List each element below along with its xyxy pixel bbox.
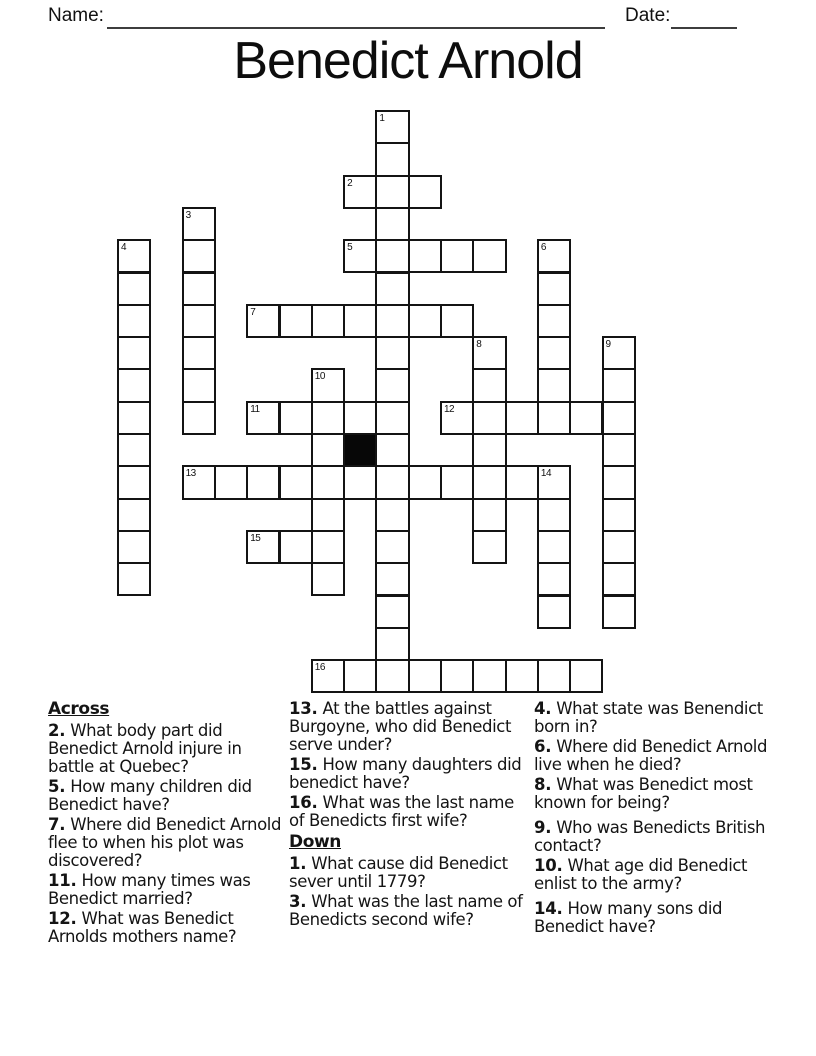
grid-cell[interactable] <box>472 401 506 435</box>
grid-cell[interactable] <box>182 465 216 499</box>
cell-number-3: 3 <box>185 209 191 221</box>
grid-cell[interactable] <box>375 433 409 467</box>
grid-cell[interactable] <box>343 175 377 209</box>
grid-cell[interactable] <box>375 336 409 370</box>
clues-down-heading: Down <box>289 832 341 852</box>
grid-cell[interactable] <box>375 110 409 144</box>
grid-cell[interactable] <box>537 465 571 499</box>
clue-7: 7. Where did Benedict Arnold flee to when his plot was discovered? <box>48 815 282 870</box>
grid-cell[interactable] <box>279 304 313 338</box>
grid-cell[interactable] <box>408 465 442 499</box>
grid-cell[interactable] <box>537 659 571 693</box>
grid-cell[interactable] <box>472 239 506 273</box>
grid-cell[interactable] <box>472 336 506 370</box>
grid-cell[interactable] <box>117 368 151 402</box>
grid-cell[interactable] <box>182 272 216 306</box>
grid-cell[interactable] <box>440 239 474 273</box>
grid-cell[interactable] <box>182 368 216 402</box>
clue-number: 2. <box>48 721 66 740</box>
clue-number: 8. <box>534 775 552 794</box>
cell-number-15: 15 <box>250 532 261 544</box>
grid-cell[interactable] <box>311 465 345 499</box>
grid-cell[interactable] <box>246 530 280 564</box>
grid-cell[interactable] <box>537 562 571 596</box>
grid-cell[interactable] <box>311 659 345 693</box>
grid-cell[interactable] <box>569 659 603 693</box>
grid-cell[interactable] <box>246 465 280 499</box>
name-label: Name: <box>48 5 104 26</box>
grid-cell[interactable] <box>537 401 571 435</box>
grid-cell[interactable] <box>375 142 409 176</box>
clue-number: 14. <box>534 899 563 918</box>
grid-cell[interactable] <box>311 368 345 402</box>
grid-cell[interactable] <box>440 465 474 499</box>
clue-number: 13. <box>289 699 318 718</box>
page-title: Benedict Arnold <box>233 32 583 90</box>
grid-cell[interactable] <box>505 401 539 435</box>
grid-cell[interactable] <box>440 401 474 435</box>
grid-cell[interactable] <box>182 336 216 370</box>
date-label: Date: <box>625 5 671 26</box>
grid-cell[interactable] <box>408 175 442 209</box>
clue-number: 12. <box>48 909 77 928</box>
clue-16: 16. What was the last name of Benedicts first wife? <box>289 793 514 830</box>
grid-cell[interactable] <box>602 368 636 402</box>
grid-cell[interactable] <box>311 562 345 596</box>
cell-number-16: 16 <box>314 662 325 674</box>
grid-cell[interactable] <box>602 562 636 596</box>
grid-cell[interactable] <box>117 239 151 273</box>
grid-cell[interactable] <box>343 659 377 693</box>
grid-cell[interactable] <box>375 175 409 209</box>
grid-cell[interactable] <box>343 401 377 435</box>
cell-number-13: 13 <box>185 468 196 480</box>
clue-12: 12. What was Benedict Arnolds mothers name? <box>48 909 237 946</box>
grid-cell[interactable] <box>117 401 151 435</box>
grid-cell[interactable] <box>375 498 409 532</box>
clue-number: 3. <box>289 892 307 911</box>
grid-cell[interactable] <box>375 304 409 338</box>
grid-cell[interactable] <box>408 304 442 338</box>
clue-5: 5. How many children did Benedict have? <box>48 777 252 814</box>
grid-cell[interactable] <box>569 401 603 435</box>
grid-cell[interactable] <box>117 465 151 499</box>
grid-cell[interactable] <box>343 304 377 338</box>
cell-number-12: 12 <box>444 403 455 415</box>
grid-cell[interactable] <box>375 272 409 306</box>
grid-cell[interactable] <box>602 433 636 467</box>
grid-cell[interactable] <box>408 659 442 693</box>
clue-6: 6. Where did Benedict Arnold live when he died? <box>534 737 768 774</box>
grid-cell[interactable] <box>602 336 636 370</box>
black-cell <box>343 433 377 467</box>
cell-number-8: 8 <box>476 339 482 351</box>
cell-number-6: 6 <box>540 242 546 254</box>
clue-4: 4. What state was Benendict born in? <box>534 699 763 736</box>
grid-cell[interactable] <box>537 498 571 532</box>
name-input-line[interactable] <box>107 6 605 29</box>
grid-cell[interactable] <box>214 465 248 499</box>
grid-cell[interactable] <box>472 433 506 467</box>
grid-cell[interactable] <box>505 659 539 693</box>
grid-cell[interactable] <box>602 530 636 564</box>
grid-cell[interactable] <box>505 465 539 499</box>
grid-cell[interactable] <box>117 272 151 306</box>
grid-cell[interactable] <box>343 239 377 273</box>
clue-number: 1. <box>289 854 307 873</box>
clue-9: 9. Who was Benedicts British contact? <box>534 818 766 855</box>
date-input-line[interactable] <box>671 6 737 29</box>
cell-number-11: 11 <box>250 403 260 415</box>
grid-cell[interactable] <box>602 498 636 532</box>
grid-cell[interactable] <box>279 401 313 435</box>
clue-3: 3. What was the last name of Benedicts second wife? <box>289 892 523 929</box>
clue-number: 7. <box>48 815 66 834</box>
clue-number: 9. <box>534 818 552 837</box>
grid-cell[interactable] <box>408 239 442 273</box>
clue-number: 11. <box>48 871 77 890</box>
grid-cell[interactable] <box>375 659 409 693</box>
grid-cell[interactable] <box>182 304 216 338</box>
grid-cell[interactable] <box>375 465 409 499</box>
grid-cell[interactable] <box>537 239 571 273</box>
grid-cell[interactable] <box>375 368 409 402</box>
clue-10: 10. What age did Benedict enlist to the army? <box>534 856 748 893</box>
clue-number: 4. <box>534 699 552 718</box>
grid-cell[interactable] <box>375 239 409 273</box>
grid-cell[interactable] <box>117 433 151 467</box>
cell-number-7: 7 <box>250 306 256 318</box>
clues-column-right <box>534 700 774 938</box>
grid-cell[interactable] <box>472 465 506 499</box>
clues-column-left <box>48 700 288 948</box>
grid-cell[interactable] <box>311 401 345 435</box>
grid-cell[interactable] <box>537 368 571 402</box>
grid-cell[interactable] <box>602 401 636 435</box>
cell-number-14: 14 <box>540 468 552 480</box>
grid-cell[interactable] <box>537 336 571 370</box>
clue-number: 15. <box>289 755 318 774</box>
clue-15: 15. How many daughters did benedict have? <box>289 755 522 792</box>
grid-cell[interactable] <box>537 595 571 629</box>
grid-cell[interactable] <box>311 530 345 564</box>
clue-number: 5. <box>48 777 66 796</box>
cell-number-1: 1 <box>379 113 385 124</box>
cell-number-9: 9 <box>605 339 611 351</box>
clue-1: 1. What cause did Benedict sever until 1779? <box>289 854 508 891</box>
grid-cell[interactable] <box>311 498 345 532</box>
grid-cell[interactable] <box>472 659 506 693</box>
grid-cell[interactable] <box>182 401 216 435</box>
grid-cell[interactable] <box>279 530 313 564</box>
grid-cell[interactable] <box>375 595 409 629</box>
grid-cell[interactable] <box>440 304 474 338</box>
grid-cell[interactable] <box>472 368 506 402</box>
clue-2: 2. What body part did Benedict Arnold injure in battle at Quebec? <box>48 721 242 776</box>
grid-cell[interactable] <box>472 498 506 532</box>
grid-cell[interactable] <box>117 562 151 596</box>
grid-cell[interactable] <box>182 239 216 273</box>
clue-8: 8. What was Benedict most known for being? <box>534 775 753 812</box>
grid-cell[interactable] <box>311 304 345 338</box>
grid-cell[interactable] <box>375 401 409 435</box>
grid-cell[interactable] <box>343 465 377 499</box>
cell-number-4: 4 <box>121 242 127 254</box>
clue-number: 16. <box>289 793 318 812</box>
grid-cell[interactable] <box>440 659 474 693</box>
grid-cell[interactable] <box>117 336 151 370</box>
grid-cell[interactable] <box>375 627 409 661</box>
grid-cell[interactable] <box>117 498 151 532</box>
grid-cell[interactable] <box>537 304 571 338</box>
grid-cell[interactable] <box>602 595 636 629</box>
clue-13: 13. At the battles against Burgoyne, who did Benedict serve under? <box>289 699 512 754</box>
grid-cell[interactable] <box>117 304 151 338</box>
grid-cell[interactable] <box>537 530 571 564</box>
cell-number-5: 5 <box>347 242 353 254</box>
grid-cell[interactable] <box>375 530 409 564</box>
grid-cell[interactable] <box>375 207 409 241</box>
cell-number-10: 10 <box>314 371 325 383</box>
grid-cell[interactable] <box>246 304 280 338</box>
grid-cell[interactable] <box>246 401 280 435</box>
grid-cell[interactable] <box>537 272 571 306</box>
clue-14: 14. How many sons did Benedict have? <box>534 899 723 936</box>
clues-across-heading: Across <box>48 699 110 719</box>
grid-cell[interactable] <box>279 465 313 499</box>
clue-11: 11. How many times was Benedict married? <box>48 871 251 908</box>
grid-cell[interactable] <box>472 530 506 564</box>
clue-number: 10. <box>534 856 563 875</box>
grid-cell[interactable] <box>182 207 216 241</box>
grid-cell[interactable] <box>117 530 151 564</box>
grid-cell[interactable] <box>311 433 345 467</box>
grid-cell[interactable] <box>602 465 636 499</box>
grid-cell[interactable] <box>375 562 409 596</box>
clue-number: 6. <box>534 737 552 756</box>
cell-number-2: 2 <box>347 177 353 189</box>
clues-column-middle <box>289 700 529 931</box>
